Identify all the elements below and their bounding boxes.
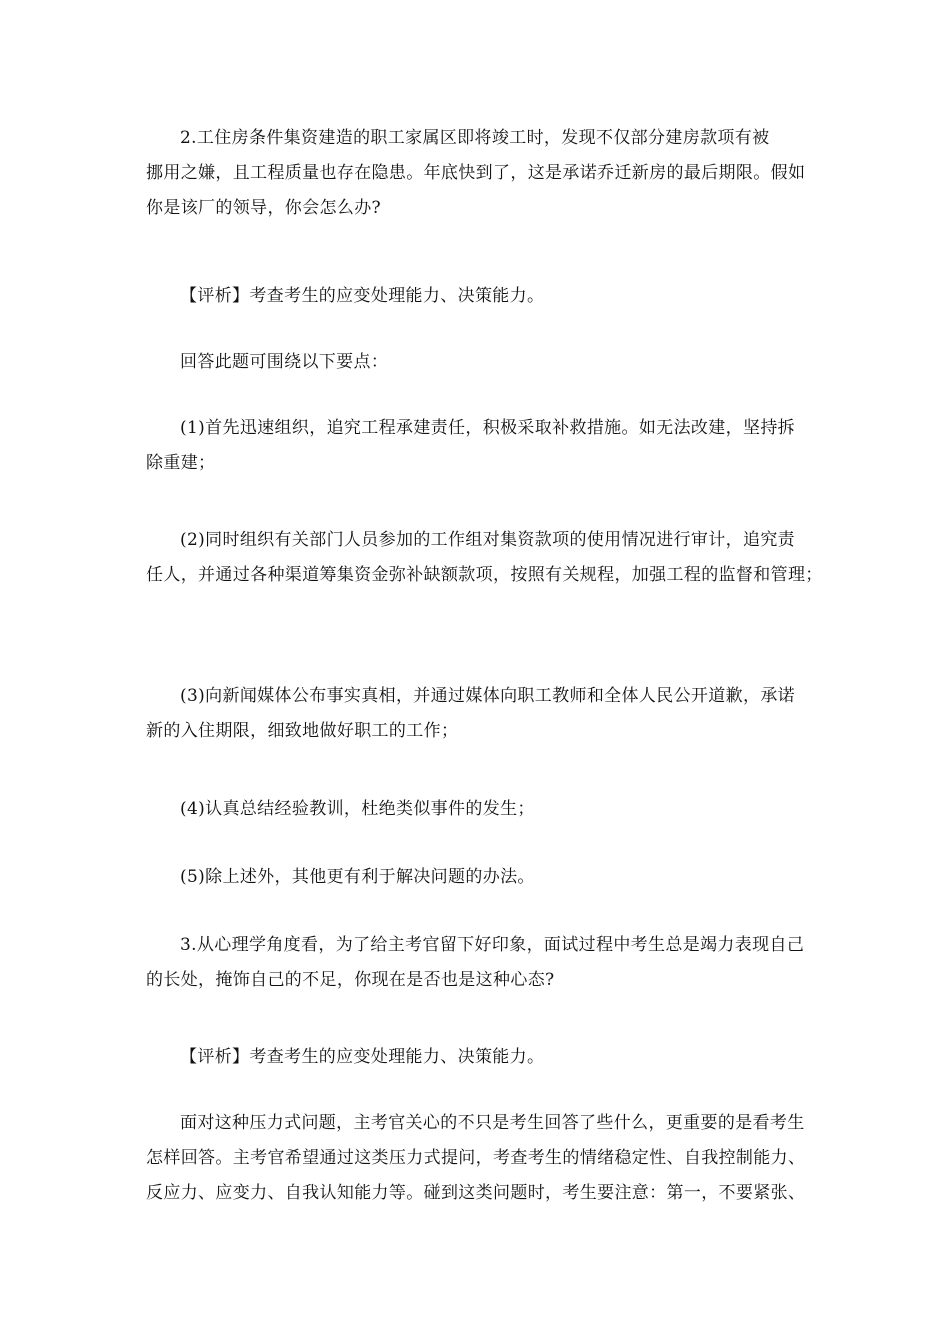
text-line: 3.从心理学角度看，为了给主考官留下好印象，面试过程中考生总是竭力表现自己	[180, 935, 805, 955]
text-line: 面对这种压力式问题，主考官关心的不只是考生回答了些什么，更重要的是看考生	[180, 1113, 805, 1133]
text-line: 除重建；	[146, 453, 216, 473]
q2-point-1-paragraph	[146, 411, 810, 481]
q3-analysis-paragraph	[146, 1040, 810, 1075]
text-line: 你是该厂的领导，你会怎么办?	[146, 198, 382, 218]
text-line: (2)同时组织有关部门人员参加的工作组对集资款项的使用情况进行审计，追究责	[180, 530, 796, 550]
text-line: 反应力、应变力、自我认知能力等。碰到这类问题时，考生要注意：第一，不要紧张、	[146, 1183, 806, 1203]
text-line: (4)认真总结经验教训，杜绝类似事件的发生；	[180, 799, 535, 819]
q2-question-paragraph	[146, 121, 810, 226]
q2-intro-paragraph	[146, 345, 810, 380]
q2-point-4-paragraph	[146, 792, 810, 827]
q2-point-2-paragraph	[146, 523, 823, 593]
text-line: 任人，并通过各种渠道筹集资金弥补缺额款项，按照有关规程，加强工程的监督和管理；	[146, 565, 823, 585]
q2-point-3-paragraph	[146, 679, 810, 749]
text-line: 新的入住期限，细致地做好职工的工作；	[146, 721, 459, 741]
text-line: 回答此题可围绕以下要点：	[180, 352, 389, 372]
text-line: 的长处，掩饰自己的不足，你现在是否也是这种心态?	[146, 970, 555, 990]
q3-answer-paragraph	[146, 1106, 810, 1211]
text-line: (5)除上述外，其他更有利于解决问题的办法。	[180, 867, 535, 887]
text-line: (1)首先迅速组织，追究工程承建责任，积极采取补救措施。如无法改建，坚持拆	[180, 418, 796, 438]
q2-point-5-paragraph	[146, 860, 810, 895]
text-line: (3)向新闻媒体公布事实真相，并通过媒体向职工教师和全体人民公开道歉，承诺	[180, 686, 796, 706]
text-line: 2.工住房条件集资建造的职工家属区即将竣工时，发现不仅部分建房款项有被	[180, 128, 770, 148]
q2-analysis-paragraph	[146, 279, 810, 314]
text-line: 【评析】考查考生的应变处理能力、决策能力。	[180, 286, 545, 306]
text-line: 【评析】考查考生的应变处理能力、决策能力。	[180, 1047, 545, 1067]
text-line: 挪用之嫌，且工程质量也存在隐患。年底快到了，这是承诺乔迁新房的最后期限。假如	[146, 163, 806, 183]
q3-question-paragraph	[146, 928, 810, 998]
text-line: 怎样回答。主考官希望通过这类压力式提问，考查考生的情绪稳定性、自我控制能力、	[146, 1148, 806, 1168]
